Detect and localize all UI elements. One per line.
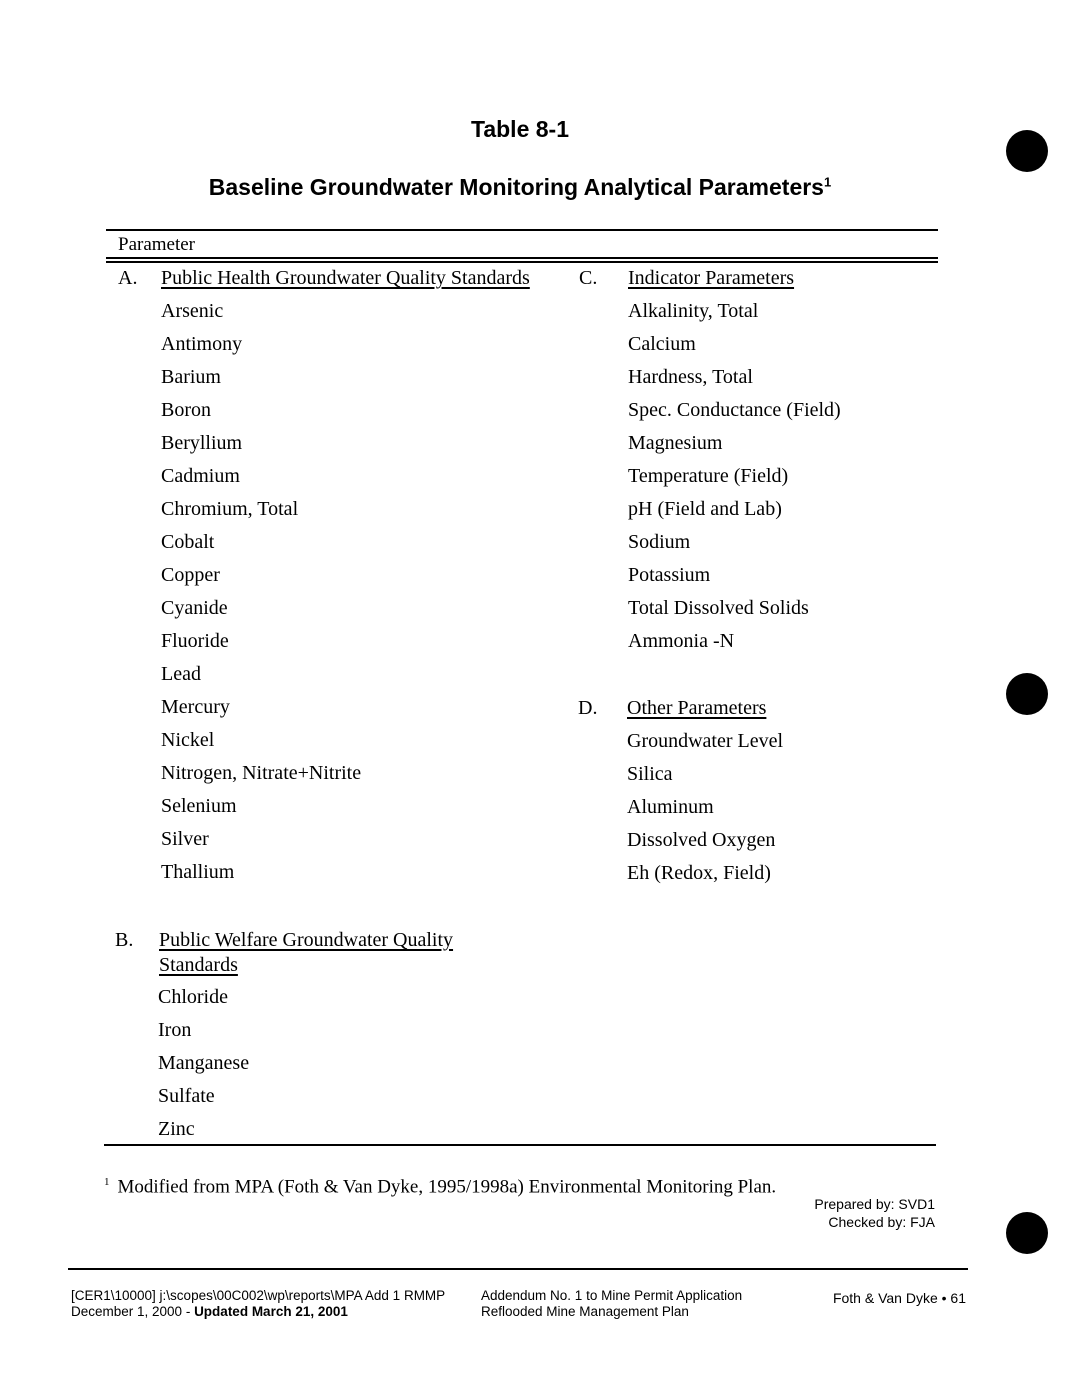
parameter-item: Silver bbox=[161, 828, 209, 850]
section-a-heading: Public Health Groundwater Quality Standards bbox=[161, 267, 530, 289]
column-header: Parameter bbox=[118, 234, 196, 255]
table-title-text: Baseline Groundwater Monitoring Analytical Parameters bbox=[208, 174, 824, 200]
parameter-item: Antimony bbox=[161, 333, 243, 355]
parameter-item: Chromium, Total bbox=[161, 498, 299, 520]
section-b-letter: B. bbox=[115, 929, 134, 951]
parameter-item: Calcium bbox=[628, 333, 696, 355]
footer-rule bbox=[68, 1268, 968, 1270]
parameter-item: Alkalinity, Total bbox=[628, 300, 759, 322]
section-b-heading-line2: Standards bbox=[159, 954, 238, 976]
footer-file-path: [CER1\10000] j:\scopes\00C002\wp\reports\MPA Add 1 RMMP bbox=[71, 1288, 446, 1303]
parameter-item: Cadmium bbox=[161, 465, 240, 487]
footer-date-updated: Updated March 21, 2001 bbox=[194, 1304, 348, 1319]
footnote-text: Modified from MPA (Foth & Van Dyke, 1995/1998a) Environmental Monitoring Plan. bbox=[117, 1176, 777, 1198]
parameter-item: Magnesium bbox=[628, 432, 723, 454]
parameter-item: Nickel bbox=[161, 729, 215, 751]
parameter-item: Selenium bbox=[161, 795, 237, 817]
checked-by: Checked by: FJA bbox=[828, 1214, 935, 1230]
parameter-item: Groundwater Level bbox=[627, 730, 784, 752]
parameter-item: Mercury bbox=[161, 696, 230, 718]
parameter-item: Beryllium bbox=[161, 432, 243, 454]
punch-hole-middle bbox=[1006, 673, 1048, 715]
parameter-item: Spec. Conductance (Field) bbox=[628, 399, 841, 421]
parameter-item: Chloride bbox=[158, 986, 228, 1008]
parameter-item: Eh (Redox, Field) bbox=[627, 862, 771, 884]
parameter-item: Copper bbox=[161, 564, 220, 586]
parameter-item: Dissolved Oxygen bbox=[627, 829, 776, 851]
parameter-item: Total Dissolved Solids bbox=[628, 597, 809, 619]
table-title bbox=[0, 174, 1040, 201]
footnote bbox=[104, 1170, 776, 1199]
parameter-item: Potassium bbox=[628, 564, 711, 586]
title-footnote-mark: 1 bbox=[823, 174, 832, 190]
parameter-item: Nitrogen, Nitrate+Nitrite bbox=[161, 762, 362, 784]
parameter-item: Silica bbox=[627, 763, 673, 785]
parameter-item: Sodium bbox=[628, 531, 691, 553]
parameter-item: Cobalt bbox=[161, 531, 215, 553]
parameter-item: Thallium bbox=[161, 861, 235, 883]
footer-doc-line1: Addendum No. 1 to Mine Permit Application bbox=[481, 1288, 743, 1303]
header-double-rule-1 bbox=[106, 257, 938, 259]
parameter-item: Hardness, Total bbox=[628, 366, 753, 388]
parameter-item: pH (Field and Lab) bbox=[628, 498, 782, 520]
parameter-item: Manganese bbox=[158, 1052, 250, 1074]
footer-date-prefix: December 1, 2000 - bbox=[71, 1304, 195, 1319]
section-b-heading-line1: Public Welfare Groundwater Quality bbox=[159, 929, 454, 951]
section-d-heading: Other Parameters bbox=[627, 697, 767, 719]
header-double-rule-2 bbox=[106, 261, 938, 263]
section-c-letter: C. bbox=[579, 267, 598, 289]
parameter-item: Lead bbox=[161, 663, 201, 685]
table-top-rule bbox=[106, 229, 938, 231]
parameter-item: Zinc bbox=[158, 1118, 195, 1140]
section-d-letter: D. bbox=[578, 697, 598, 719]
footnote-mark: 1 bbox=[104, 1176, 110, 1188]
punch-hole-bottom bbox=[1006, 1212, 1048, 1254]
section-a-letter: A. bbox=[118, 267, 138, 289]
parameter-item: Ammonia -N bbox=[628, 630, 735, 652]
table-bottom-rule bbox=[104, 1144, 936, 1146]
parameter-item: Iron bbox=[158, 1019, 192, 1041]
parameter-item: Aluminum bbox=[627, 796, 714, 818]
parameter-item: Temperature (Field) bbox=[628, 465, 789, 487]
table-number: Table 8-1 bbox=[471, 116, 569, 142]
footer-doc-line2: Reflooded Mine Management Plan bbox=[481, 1304, 689, 1319]
parameter-item: Arsenic bbox=[161, 300, 224, 322]
parameter-item: Barium bbox=[161, 366, 221, 388]
footer-date bbox=[71, 1304, 348, 1320]
section-c-heading: Indicator Parameters bbox=[628, 267, 795, 289]
prepared-by: Prepared by: SVD1 bbox=[814, 1196, 935, 1212]
footer-company-page: Foth & Van Dyke • 61 bbox=[832, 1290, 966, 1306]
parameter-item: Cyanide bbox=[161, 597, 228, 619]
parameter-item: Boron bbox=[161, 399, 211, 421]
parameter-item: Sulfate bbox=[158, 1085, 215, 1107]
parameter-item: Fluoride bbox=[161, 630, 229, 652]
